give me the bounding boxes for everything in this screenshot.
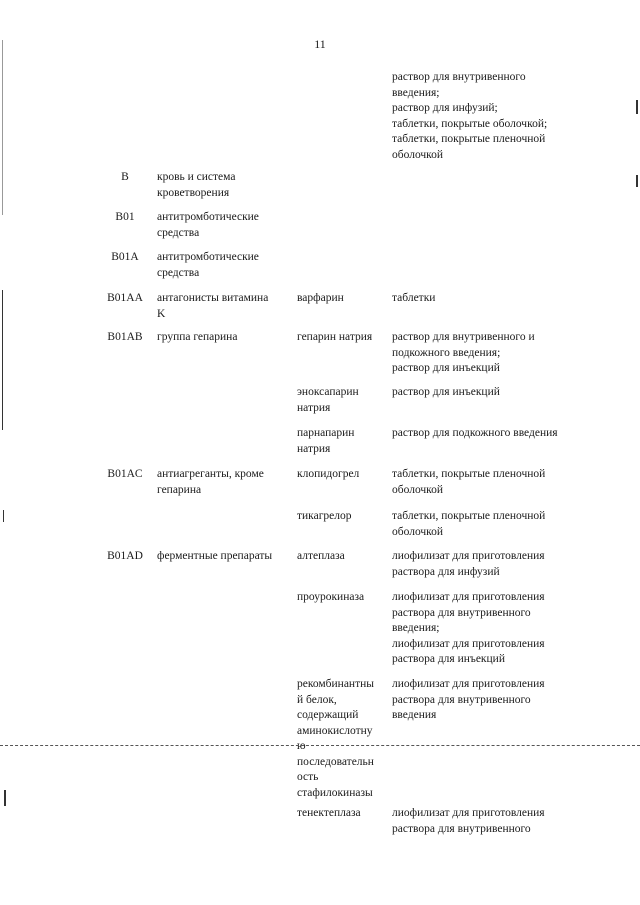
page-number: 11	[314, 37, 326, 51]
row-form: таблетки	[392, 292, 436, 304]
row-drug: варфарин	[297, 292, 344, 304]
row-code: B01AC	[107, 468, 143, 480]
row-code: B	[121, 171, 129, 183]
row-drug: рекомбинантны й белок, содержащий аминокислотну ю последовательн ость стафилокиназы	[297, 678, 374, 799]
row-form: лиофилизат для приготовления раствора для внутривенного введения; лиофилизат для приготовления раствора для инъекций	[392, 591, 545, 665]
row-name: антагонисты витамина K	[157, 292, 269, 320]
scan-mark	[4, 790, 6, 806]
row-code: B01A	[111, 251, 139, 263]
row-code: B01AD	[107, 550, 143, 562]
scan-mark	[2, 40, 3, 215]
row-form: раствор для внутривенного и подкожного введения; раствор для инъекций	[392, 331, 535, 374]
row-drug: гепарин натрия	[297, 331, 373, 343]
row-drug: тикагрелор	[297, 510, 352, 522]
row-name: группа гепарина	[157, 331, 238, 343]
row-name: кровь и система кроветворения	[157, 171, 236, 199]
row-code: B01AB	[107, 331, 143, 343]
row-form: раствор для подкожного введения	[392, 427, 558, 439]
row-drug: эноксапарин натрия	[297, 386, 359, 414]
scan-mark	[636, 100, 638, 114]
row-name: антитромботические средства	[157, 211, 259, 239]
row-code: B01AA	[107, 292, 143, 304]
row-drug: парнапарин натрия	[297, 427, 355, 455]
row-drug: проурокиназа	[297, 591, 365, 603]
row-drug: алтеплаза	[297, 550, 345, 562]
row-name: антитромботические средства	[157, 251, 259, 279]
row-form: раствор для инъекций	[392, 386, 500, 398]
row-drug: тенектеплаза	[297, 807, 361, 819]
row-form: лиофилизат для приготовления раствора для внутривенного введения	[392, 678, 545, 721]
scan-mark	[3, 510, 4, 522]
scan-line	[0, 745, 640, 746]
row-code: B01	[115, 211, 135, 223]
row-form: лиофилизат для приготовления раствора для внутривенного	[392, 807, 545, 835]
row-form: таблетки, покрытые пленочной оболочкой	[392, 468, 546, 496]
scan-mark	[2, 290, 3, 430]
row-form: раствор для внутривенного введения; раствор для инфузий; таблетки, покрытые оболочкой; таблетки, покрытые пленочной оболочкой	[392, 71, 548, 161]
row-name: антиагреганты, кроме гепарина	[157, 468, 264, 496]
row-form: таблетки, покрытые пленочной оболочкой	[392, 510, 546, 538]
row-form: лиофилизат для приготовления раствора для инфузий	[392, 550, 545, 578]
scan-mark	[636, 175, 638, 187]
row-name: ферментные препараты	[157, 550, 273, 562]
row-drug: клопидогрел	[297, 468, 360, 480]
